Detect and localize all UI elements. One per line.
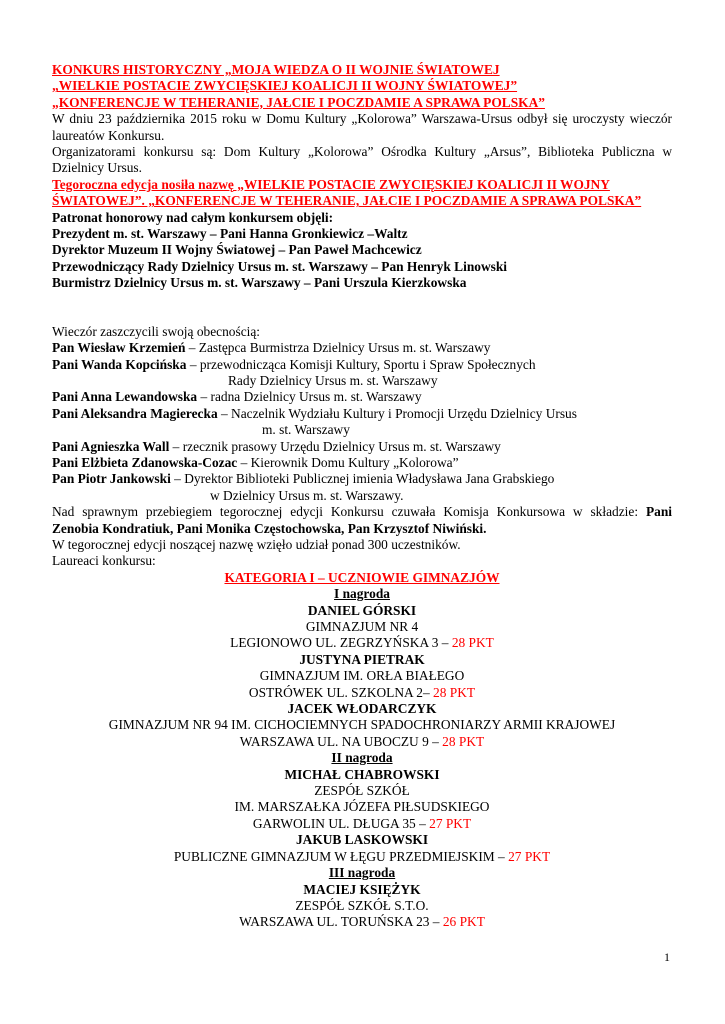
winner-name: JUSTYNA PIETRAK <box>299 651 425 667</box>
participants-line: W tegorocznej edycji noszącej nazwę wzięło udział ponad 300 uczestników. <box>52 536 461 552</box>
winner-address: PUBLICZNE GIMNAZJUM W ŁĘGU PRZEDMIEJSKIM – 27 PKT <box>173 848 551 864</box>
winner-school: GIMNAZJUM IM. ORŁA BIAŁEGO <box>259 668 465 684</box>
guest-item: Pan Wiesław Krzemień – Zastępca Burmistrza Dzielnicy Ursus m. st. Warszawy <box>52 340 491 356</box>
commission-paragraph: Nad sprawnym przebiegiem tegorocznej edycji Konkursu czuwała Komisja Konkursowa w składzie: Pani Zenobia Kondratiuk, Pani Monika Częstochowska, Pan Krzysztof Niwiński. <box>52 504 672 536</box>
patron-item: Przewodniczący Rady Dzielnicy Ursus m. st. Warszawy – Pan Henryk Linowski <box>52 258 508 274</box>
document-page <box>52 62 672 931</box>
winner-school: GIMNAZJUM NR 4 <box>305 619 419 634</box>
guest-item: Pani Elżbieta Zdanowska-Cozac – Kierownik Domu Kultury „Kolorowa” <box>52 454 459 470</box>
category-title: KATEGORIA I – UCZNIOWIE GIMNAZJÓW <box>224 569 500 585</box>
page-number: 1 <box>664 950 670 964</box>
prize-3-heading: III nagroda <box>328 865 396 881</box>
intro-paragraph: W dniu 23 października 2015 roku w Domu Kultury „Kolorowa” Warszawa-Ursus odbył się uroczysty wieczór laureatów Konkursu. <box>52 111 672 143</box>
edition-paragraph: Tegoroczna edycja nosiła nazwę „WIELKIE POSTACIE ZWYCIĘSKIEJ KOALICJI II WOJNY ŚWIATOWEJ”. „KONFERENCJE W TEHERANIE, JAŁCIE I POCZDAMIE A SPRAWA POLSKA” <box>52 176 642 209</box>
winner-school: GIMNAZJUM NR 94 IM. CICHOCIEMNYCH SPADOCHRONIARZY ARMII KRAJOWEJ <box>108 717 616 733</box>
winner-name: MACIEJ KSIĘŻYK <box>303 881 421 897</box>
winner-name: JACEK WŁODARCZYK <box>287 701 437 717</box>
winner-name: JAKUB LASKOWSKI <box>295 832 429 848</box>
winner-name: DANIEL GÓRSKI <box>307 602 417 618</box>
guest-item: Pani Aleksandra Magierecka – Naczelnik Wydziału Kultury i Promocji Urzędu Dzielnicy Ursus <box>52 405 577 421</box>
header-line-1: KONKURS HISTORYCZNY „MOJA WIEDZA O II WOJNIE ŚWIATOWEJ <box>52 62 500 77</box>
winner-address: OSTRÓWEK UL. SZKOLNA 2– 28 PKT <box>248 684 476 700</box>
guest-item: Pan Piotr Jankowski – Dyrektor Biblioteki Publicznej imienia Władysława Jana Grabskiego <box>52 471 555 487</box>
winner-school: ZESPÓŁ SZKÓŁ <box>314 783 410 799</box>
winner-school: ZESPÓŁ SZKÓŁ S.T.O. <box>295 897 429 913</box>
prize-1-heading: I nagroda <box>334 586 390 602</box>
patronage-title: Patronat honorowy nad całym konkursem objęli: <box>52 209 334 225</box>
patron-item: Dyrektor Muzeum II Wojny Światowej – Pan Paweł Machcewicz <box>52 242 422 258</box>
guest-item: Pani Wanda Kopcińska – przewodnicząca Komisji Kultury, Sportu i Spraw Społecznych <box>52 356 536 372</box>
winner-school: IM. MARSZAŁKA JÓZEFA PIŁSUDSKIEGO <box>234 799 490 815</box>
guest-item: Pani Agnieszka Wall – rzecznik prasowy Urzędu Dzielnicy Ursus m. st. Warszawy <box>52 438 501 454</box>
guest-item-cont: m. st. Warszawy <box>262 422 350 438</box>
winner-name: MICHAŁ CHABROWSKI <box>284 766 440 782</box>
winners-list <box>52 570 672 931</box>
header-line-3: „KONFERENCJE W TEHERANIE, JAŁCIE I POCZDAMIE A SPRAWA POLSKA” <box>52 94 545 110</box>
guests-title: Wieczór zaszczycili swoją obecnością: <box>52 323 261 339</box>
prize-2-heading: II nagroda <box>331 750 393 766</box>
patron-item: Prezydent m. st. Warszawy – Pani Hanna Gronkiewicz –Waltz <box>52 226 408 242</box>
guest-item-cont: w Dzielnicy Ursus m. st. Warszawy. <box>210 487 404 503</box>
winner-address: GARWOLIN UL. DŁUGA 35 – 27 PKT <box>252 815 472 831</box>
organizers-paragraph: Organizatorami konkursu są: Dom Kultury „Kolorowa” Ośrodka Kultury „Arsus”, Biblioteka Publiczna w Dzielnicy Ursus. <box>52 144 672 176</box>
header-line-2: „WIELKIE POSTACIE ZWYCIĘSKIEJ KOALICJI II WOJNY ŚWIATOWEJ” <box>52 78 518 94</box>
winner-address: WARSZAWA UL. TORUŃSKA 23 – 26 PKT <box>239 914 485 930</box>
guest-item-cont: Rady Dzielnicy Ursus m. st. Warszawy <box>228 372 438 388</box>
winner-address: LEGIONOWO UL. ZEGRZYŃSKA 3 – 28 PKT <box>230 635 494 651</box>
patron-item: Burmistrz Dzielnicy Ursus m. st. Warszawy – Pani Urszula Kierzkowska <box>52 275 467 291</box>
winner-address: WARSZAWA UL. NA UBOCZU 9 – 28 PKT <box>239 733 485 749</box>
laureates-title: Laureaci konkursu: <box>52 553 156 569</box>
guest-item: Pani Anna Lewandowska – radna Dzielnicy Ursus m. st. Warszawy <box>52 389 422 405</box>
